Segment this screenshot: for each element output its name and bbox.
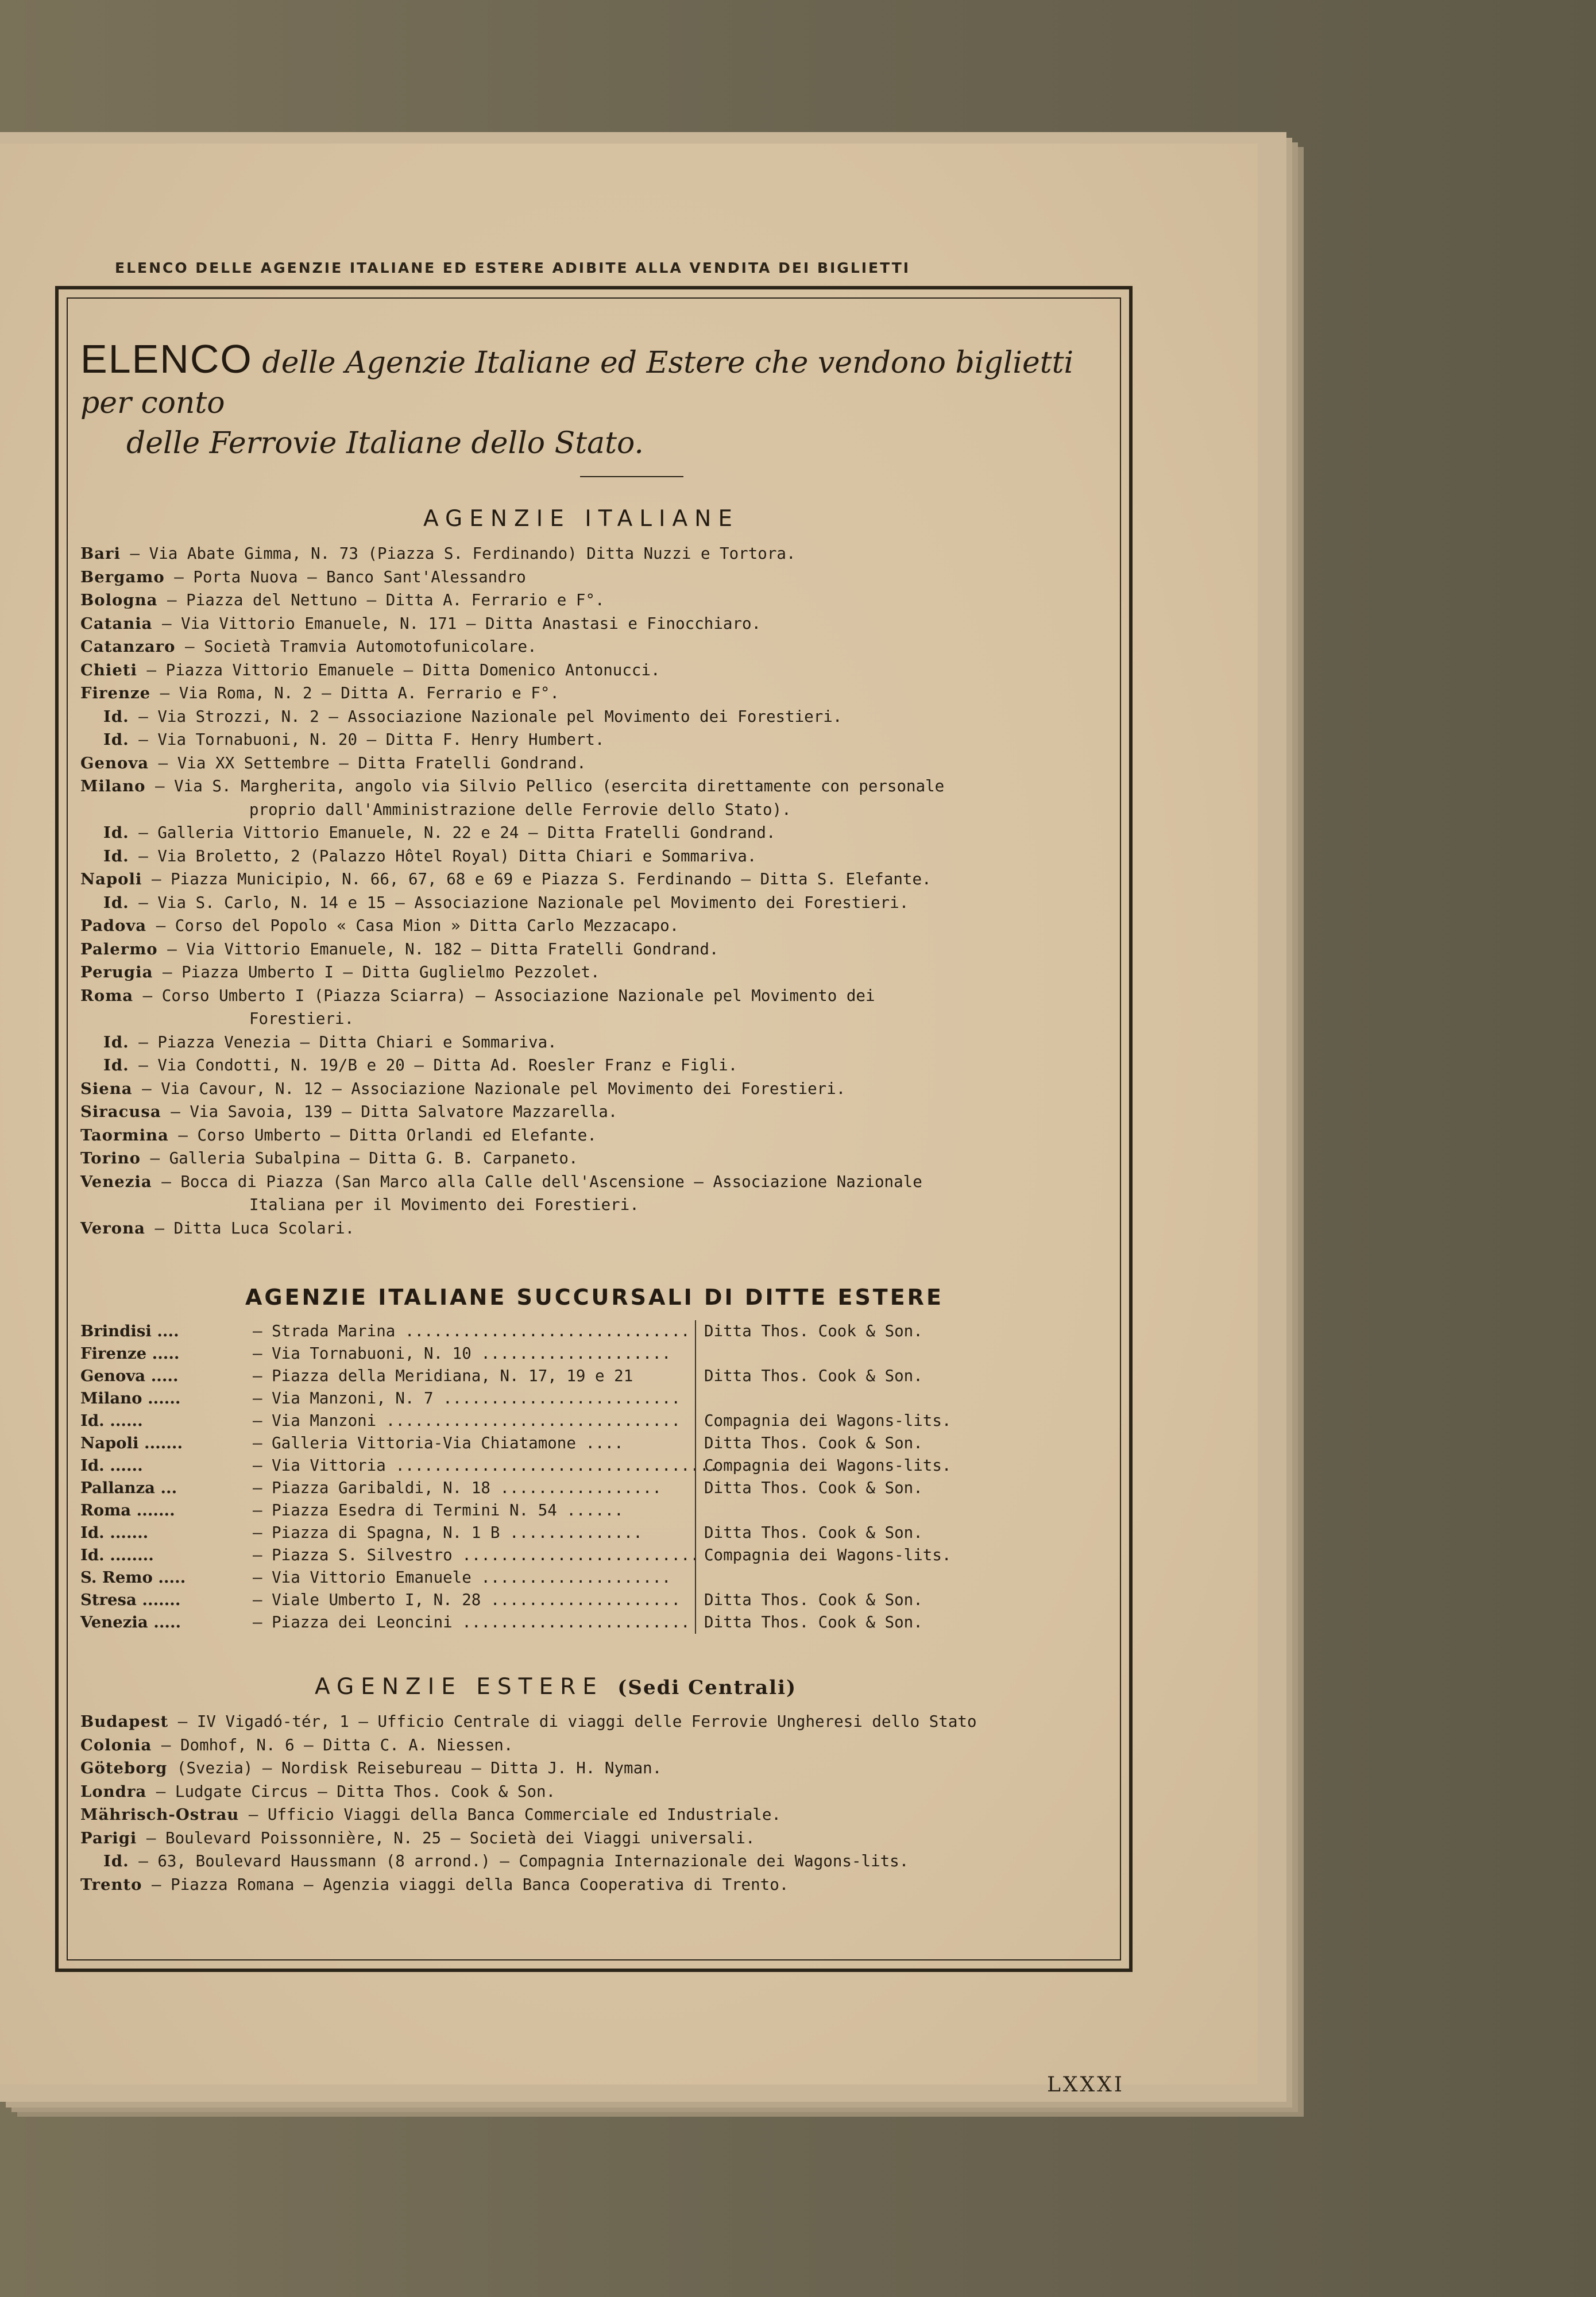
title-line1: delle Agenzie Italiane ed Estere che vendono biglietti per conto xyxy=(80,346,1074,420)
city-name: Napoli xyxy=(80,870,142,888)
agency-details: — Via Vittorio Emanuele, N. 182 — Ditta Fratelli Gondrand. xyxy=(157,939,719,958)
branch-address: — Via Tornabuoni, N. 10 .................... xyxy=(253,1344,671,1363)
agency-entry xyxy=(80,1827,1114,1850)
italian-agencies-list xyxy=(80,542,1114,1240)
agency-entry xyxy=(80,1100,1114,1124)
city-name: Id. xyxy=(103,846,129,865)
branch-city: Roma ....... xyxy=(80,1501,175,1519)
agency-entry xyxy=(80,728,1114,752)
agency-entry xyxy=(80,705,1114,729)
city-name: Id. xyxy=(103,707,129,726)
title-caps: ELENCO xyxy=(80,337,253,381)
agency-entry xyxy=(80,938,1114,961)
agency-entry xyxy=(80,566,1114,589)
branch-row xyxy=(80,1611,1114,1634)
branch-row xyxy=(80,1455,1114,1477)
agency-entry xyxy=(80,1007,1114,1031)
city-name: Id. xyxy=(103,893,129,912)
branch-address: — Piazza Esedra di Termini N. 54 ...... xyxy=(253,1501,624,1519)
branch-agency: Compagnia dei Wagons-lits. xyxy=(695,1455,951,1477)
agency-entry xyxy=(80,798,1114,822)
agency-details: — 63, Boulevard Haussmann (8 arrond.) — Compagnia Internazionale dei Wagons-lits. xyxy=(129,1852,909,1870)
city-name: Colonia xyxy=(80,1735,152,1754)
city-name: Bologna xyxy=(80,591,158,609)
branch-agency: Ditta Thos. Cook & Son. xyxy=(695,1589,923,1611)
city-name: Siena xyxy=(80,1079,133,1098)
agency-entry xyxy=(80,542,1114,566)
branch-city: Id. ........ xyxy=(80,1546,154,1564)
city-name: Göteborg xyxy=(80,1759,168,1777)
agency-details: — Via Roma, N. 2 — Ditta A. Ferrario e F°. xyxy=(150,684,559,702)
agency-details: — Via Cavour, N. 12 — Associazione Nazionale pel Movimento dei Forestieri. xyxy=(132,1079,846,1098)
branch-city: Id. ....... xyxy=(80,1523,149,1542)
agency-details: — Via Broletto, 2 (Palazzo Hôtel Royal) Ditta Chiari e Sommariva. xyxy=(129,846,757,865)
branch-row xyxy=(80,1343,1114,1365)
city-name: Perugia xyxy=(80,963,153,981)
branch-city: Brindisi .... xyxy=(80,1322,179,1340)
branch-row xyxy=(80,1320,1114,1343)
agency-entry xyxy=(80,1031,1114,1054)
branch-row xyxy=(80,1522,1114,1544)
city-name: Parigi xyxy=(80,1828,137,1847)
city-name: Genova xyxy=(80,753,149,772)
branch-agency xyxy=(695,1567,704,1589)
branch-row xyxy=(80,1477,1114,1499)
branch-agency xyxy=(695,1387,704,1410)
branches-table xyxy=(80,1320,1114,1634)
agency-details: — Via Tornabuoni, N. 20 — Ditta F. Henry Humbert. xyxy=(129,730,605,749)
branch-agency: Ditta Thos. Cook & Son. xyxy=(695,1320,923,1343)
branch-address: — Via Vittorio Emanuele .................... xyxy=(253,1568,671,1587)
branch-address: — Via Manzoni, N. 7 ......................... xyxy=(253,1389,681,1407)
agency-details: — Società Tramvia Automotofunicolare. xyxy=(175,637,537,656)
agency-details: — Ditta Luca Scolari. xyxy=(145,1219,355,1238)
city-name: Catanzaro xyxy=(80,637,176,656)
branch-row xyxy=(80,1567,1114,1589)
branch-agency: Ditta Thos. Cook & Son. xyxy=(695,1477,923,1499)
page-number: LXXXI xyxy=(1047,2073,1125,2097)
branch-address: — Via Vittoria .................................. xyxy=(253,1456,719,1475)
branch-agency: Compagnia dei Wagons-lits. xyxy=(695,1410,951,1432)
agency-entry xyxy=(80,1193,1114,1217)
agency-details: — Domhof, N. 6 — Ditta C. A. Niessen. xyxy=(152,1735,513,1754)
branch-row xyxy=(80,1410,1114,1432)
agency-details: — Galleria Vittorio Emanuele, N. 22 e 24 — Ditta Fratelli Gondrand. xyxy=(129,823,776,842)
branch-agency xyxy=(695,1343,704,1365)
agency-details: — Piazza Romana — Agenzia viaggi della Banca Cooperativa di Trento. xyxy=(142,1875,789,1894)
agency-entry xyxy=(80,868,1114,891)
branch-address: — Strada Marina .............................. xyxy=(253,1322,690,1340)
agency-entry xyxy=(80,1803,1114,1827)
city-name: Id. xyxy=(103,1852,129,1870)
title-line2: delle Ferrovie Italiane dello Stato. xyxy=(126,426,644,461)
city-name: Venezia xyxy=(80,1172,152,1191)
branch-row xyxy=(80,1589,1114,1611)
city-name: Catania xyxy=(80,614,153,633)
running-header: ELENCO DELLE AGENZIE ITALIANE ED ESTERE ADIBITE ALLA VENDITA DEI BIGLIETTI xyxy=(115,260,911,276)
branch-city: S. Remo ..... xyxy=(80,1568,186,1587)
city-name: Padova xyxy=(80,917,147,935)
foreign-heading-label: AGENZIE ESTERE xyxy=(315,1674,604,1700)
city-name: Id. xyxy=(103,730,129,749)
agency-details: — Bocca di Piazza (San Marco alla Calle dell'Ascensione — Associazione Nazionale xyxy=(152,1172,922,1191)
branch-agency: Ditta Thos. Cook & Son. xyxy=(695,1432,923,1455)
branch-city: Napoli ....... xyxy=(80,1434,183,1452)
branch-city: Genova ..... xyxy=(80,1367,179,1385)
branch-agency xyxy=(695,1499,704,1522)
foreign-heading-note: (Sedi Centrali) xyxy=(617,1676,797,1699)
agency-entry xyxy=(80,961,1114,984)
city-name: Roma xyxy=(80,986,134,1005)
section-heading-foreign xyxy=(80,1674,1114,1700)
branch-agency: Ditta Thos. Cook & Son. xyxy=(695,1611,923,1634)
city-name: Id. xyxy=(103,823,129,842)
branch-address: — Piazza Garibaldi, N. 18 ................. xyxy=(253,1479,662,1497)
agency-entry xyxy=(80,1850,1114,1873)
city-name: Id. xyxy=(103,1056,129,1074)
agency-details: — Piazza Municipio, N. 66, 67, 68 e 69 e Piazza S. Ferdinando — Ditta S. Elefante. xyxy=(142,870,932,888)
agency-entry xyxy=(80,914,1114,938)
agency-entry xyxy=(80,1734,1114,1757)
city-name: Mährisch-Ostrau xyxy=(80,1805,239,1824)
agency-details: — Via Savoia, 139 — Ditta Salvatore Mazzarella. xyxy=(161,1103,618,1121)
page-title xyxy=(80,339,1114,463)
city-name: Taormina xyxy=(80,1126,169,1144)
branch-agency: Ditta Thos. Cook & Son. xyxy=(695,1522,923,1544)
agency-entry xyxy=(80,612,1114,636)
agency-details: — IV Vigadó-tér, 1 — Ufficio Centrale di viaggi delle Ferrovie Ungheresi dello Stato xyxy=(168,1712,977,1731)
city-name: Palermo xyxy=(80,939,158,958)
section-heading-italian: AGENZIE ITALIANE xyxy=(423,506,739,532)
branch-agency: Ditta Thos. Cook & Son. xyxy=(695,1365,923,1387)
agency-details: — Via XX Settembre — Ditta Fratelli Gondrand. xyxy=(149,753,586,772)
foreign-agencies-list xyxy=(80,1710,1114,1896)
agency-entry xyxy=(80,682,1114,705)
agency-details: — Via S. Margherita, angolo via Silvio Pellico (esercita direttamente con personale xyxy=(145,777,945,795)
city-name: Bari xyxy=(80,544,121,563)
agency-entry xyxy=(80,1077,1114,1101)
agency-entry xyxy=(80,1170,1114,1194)
branch-city: Milano ...... xyxy=(80,1389,181,1407)
city-name: Firenze xyxy=(80,684,151,702)
agency-details: — Piazza Venezia — Ditta Chiari e Sommariva. xyxy=(129,1033,557,1051)
title-divider xyxy=(580,476,683,477)
agency-details: — Corso Umberto — Ditta Orlandi ed Elefante. xyxy=(168,1126,597,1144)
city-name: Siracusa xyxy=(80,1103,161,1121)
agency-details: — Porta Nuova — Banco Sant'Alessandro xyxy=(164,567,526,586)
branch-city: Id. ...... xyxy=(80,1456,143,1475)
branch-row xyxy=(80,1432,1114,1455)
branch-city: Firenze ..... xyxy=(80,1344,180,1363)
city-name: Id. xyxy=(103,1033,129,1051)
agency-details: — Corso Umberto I (Piazza Sciarra) — Associazione Nazionale pel Movimento dei xyxy=(133,986,875,1005)
branch-address: — Via Manzoni ............................... xyxy=(253,1412,681,1430)
agency-details: — Ludgate Circus — Ditta Thos. Cook & Son. xyxy=(146,1782,556,1801)
agency-details: (Svezia) — Nordisk Reisebureau — Ditta J. H. Nyman. xyxy=(167,1759,662,1777)
page-content xyxy=(80,339,1114,1896)
agency-details: — Boulevard Poissonnière, N. 25 — Società dei Viaggi universali. xyxy=(137,1828,755,1847)
branch-row xyxy=(80,1387,1114,1410)
branch-address: — Piazza dei Leoncini ........................ xyxy=(253,1613,690,1631)
agency-details: Italiana per il Movimento dei Forestieri. xyxy=(249,1196,639,1214)
city-name: Bergamo xyxy=(80,567,165,586)
agency-details: — Ufficio Viaggi della Banca Commerciale ed Industriale. xyxy=(239,1805,781,1824)
agency-entry xyxy=(80,891,1114,915)
agency-entry xyxy=(80,635,1114,659)
agency-entry xyxy=(80,1710,1114,1734)
branch-city: Pallanza ... xyxy=(80,1479,177,1497)
city-name: Londra xyxy=(80,1782,147,1801)
city-name: Budapest xyxy=(80,1712,169,1731)
agency-details: — Via Vittorio Emanuele, N. 171 — Ditta Anastasi e Finocchiaro. xyxy=(152,614,762,633)
agency-entry xyxy=(80,752,1114,775)
section-heading-branches: AGENZIE ITALIANE SUCCURSALI DI DITTE ESTERE xyxy=(245,1285,944,1310)
agency-details: — Via Condotti, N. 19/B e 20 — Ditta Ad. Roesler Franz e Figli. xyxy=(129,1056,738,1074)
branch-row xyxy=(80,1499,1114,1522)
branch-agency: Compagnia dei Wagons-lits. xyxy=(695,1544,951,1567)
agency-entry xyxy=(80,1124,1114,1147)
city-name: Trento xyxy=(80,1875,142,1894)
branch-row xyxy=(80,1544,1114,1567)
agency-entry xyxy=(80,821,1114,845)
city-name: Verona xyxy=(80,1219,145,1238)
agency-entry xyxy=(80,589,1114,612)
agency-details: — Piazza del Nettuno — Ditta A. Ferrario e F°. xyxy=(157,591,605,609)
branch-address: — Viale Umberto I, N. 28 .................... xyxy=(253,1591,681,1609)
agency-entry xyxy=(80,659,1114,682)
city-name: Chieti xyxy=(80,660,137,679)
agency-details: Forestieri. xyxy=(249,1010,354,1028)
branch-city: Id. ...... xyxy=(80,1412,143,1430)
agency-details: — Via S. Carlo, N. 14 e 15 — Associazione Nazionale pel Movimento dei Forestieri. xyxy=(129,893,909,912)
city-name: Milano xyxy=(80,777,146,795)
agency-details: — Via Strozzi, N. 2 — Associazione Nazionale pel Movimento dei Forestieri. xyxy=(129,707,843,726)
branch-address: — Galleria Vittoria-Via Chiatamone .... xyxy=(253,1434,624,1452)
agency-entry xyxy=(80,984,1114,1008)
branch-address: — Piazza della Meridiana, N. 17, 19 e 21 xyxy=(253,1367,633,1385)
agency-entry xyxy=(80,845,1114,868)
agency-entry xyxy=(80,1217,1114,1240)
agency-details: — Via Abate Gimma, N. 73 (Piazza S. Ferdinando) Ditta Nuzzi e Tortora. xyxy=(121,544,796,563)
agency-entry xyxy=(80,1054,1114,1077)
agency-entry xyxy=(80,1780,1114,1804)
branch-city: Venezia ..... xyxy=(80,1613,181,1631)
agency-entry xyxy=(80,1147,1114,1170)
agency-entry xyxy=(80,1757,1114,1780)
agency-details: — Piazza Vittorio Emanuele — Ditta Domenico Antonucci. xyxy=(137,660,660,679)
agency-details: — Galleria Subalpina — Ditta G. B. Carpaneto. xyxy=(140,1149,578,1167)
agency-details: proprio dall'Amministrazione delle Ferrovie dello Stato). xyxy=(249,800,791,819)
branch-address: — Piazza S. Silvestro ......................... xyxy=(253,1546,700,1564)
agency-entry xyxy=(80,775,1114,798)
agency-entry xyxy=(80,1873,1114,1897)
branch-address: — Piazza di Spagna, N. 1 B .............. xyxy=(253,1523,643,1542)
branch-city: Stresa ....... xyxy=(80,1591,181,1609)
agency-details: — Piazza Umberto I — Ditta Guglielmo Pezzolet. xyxy=(153,963,600,981)
agency-details: — Corso del Popolo « Casa Mion » Ditta Carlo Mezzacapo. xyxy=(146,917,679,935)
city-name: Torino xyxy=(80,1149,141,1167)
branch-row xyxy=(80,1365,1114,1387)
